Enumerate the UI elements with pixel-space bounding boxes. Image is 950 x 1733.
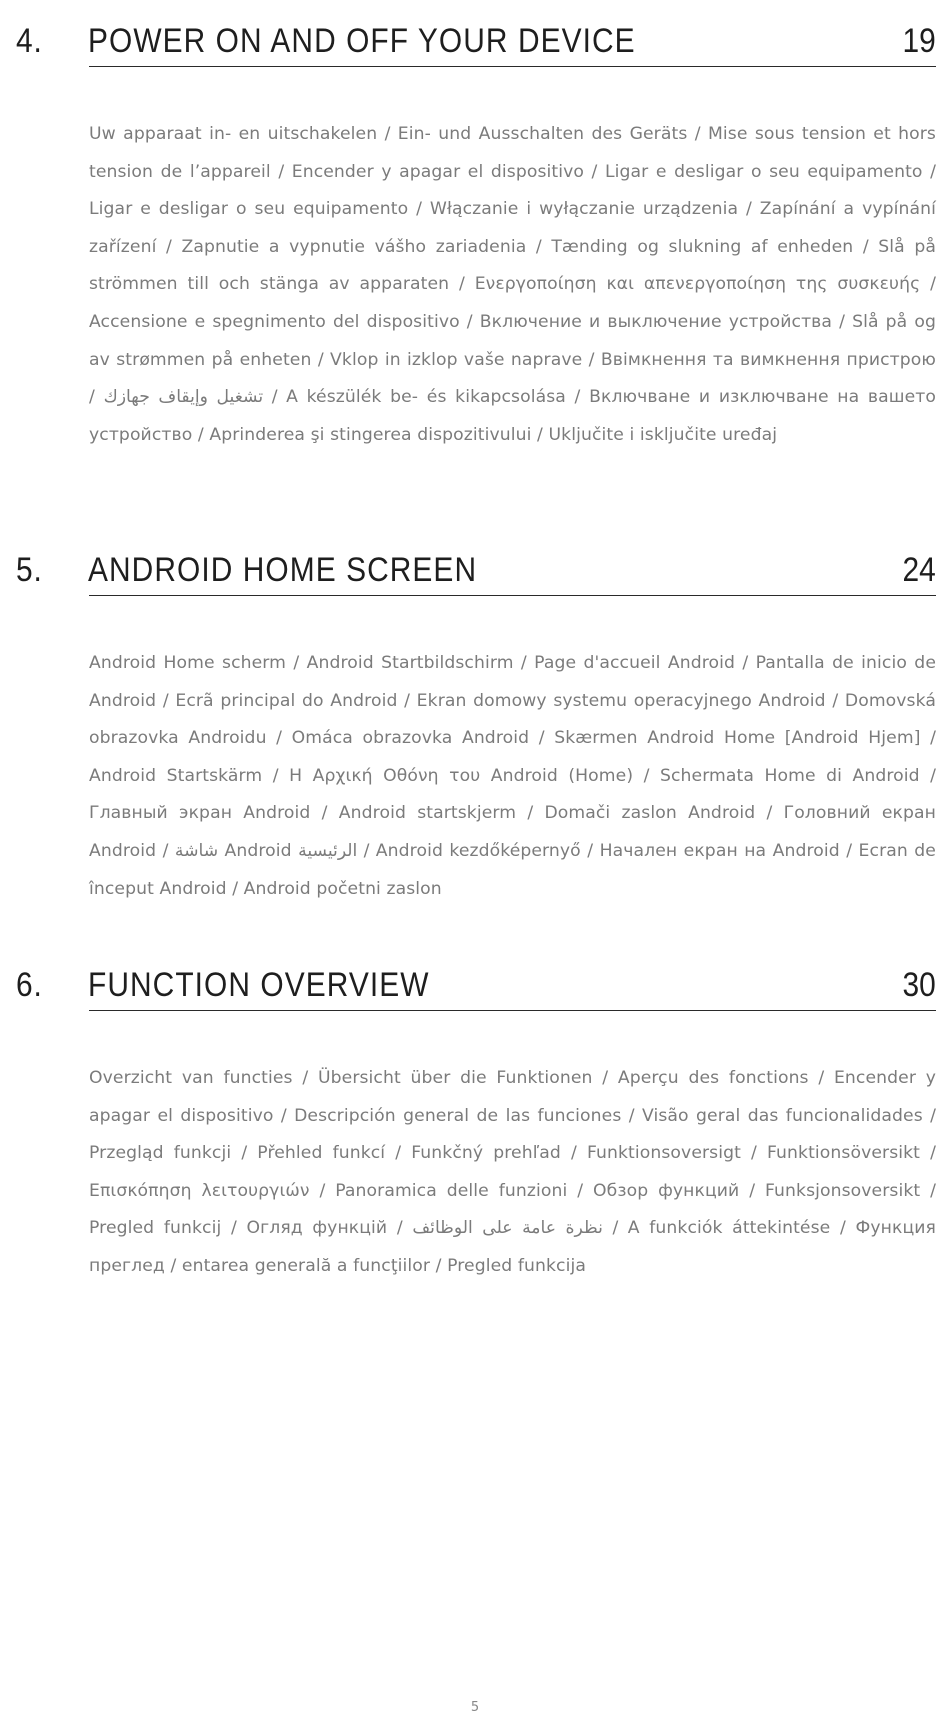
page-number: 5: [470, 1700, 480, 1715]
section-body-text: Android Home scherm / Android Startbildschirm / Page d'accueil Android / Pantalla de inicio de Android / Ecrã principal do Android / Ekran domowy systemu operacyjnego Android / Domovská obrazovka Androidu / Omáca obrazovka Android / Skærmen Android Home [Android Hjem] / Android Startskärm / Η Αρχική Οθόνη του Android (Home) / Schermata Home di Android / Главный экран Android / Android startskjerm / Domači zaslon Android / Головний екран Android / شاشة Android الرئيسية / Android kezdőképernyő / Начален екран на Android / Ecran de început Android / Android početni zaslon: [89, 653, 936, 899]
section-page-number: 24: [902, 551, 936, 589]
section-page-number: 30: [902, 966, 936, 1004]
section-divider: [89, 66, 936, 67]
section-divider: [89, 595, 936, 596]
section-title: FUNCTION OVERVIEW: [88, 966, 430, 1004]
section-title: ANDROID HOME SCREEN: [88, 551, 478, 589]
section-number: 6.: [16, 966, 43, 1004]
section-header: [0, 547, 950, 607]
section-power-on-off: [0, 18, 950, 454]
section-body-text: Uw apparaat in- en uitschakelen / Ein- und Ausschalten des Geräts / Mise sous tension et hors tension de l’appareil / Encender y apagar el dispositivo / Ligar e desligar o seu equipamento / Ligar e desligar o seu equipamento / Włączanie i wyłączanie urządzenia / Zapínání a vypínání zařízení / Zapnutie a vypnutie vášho zariadenia / Tænding og slukning af enheden / Slå på strömmen till och stänga av apparaten / Ενεργοποίηση και απενεργοποίηση της συσκευής / Accensione e spegnimento del dispositivo / Включение и выключение устройства / Slå på og av strømmen på enheten / Vklop in izklop vaše naprave / Ввімкнення та вимкнення пристрою / تشغيل وإيقاف جهازك / A készülék be- és kikapcsolása / Включване и изключване на вашето устройство / Aprinderea şi stingerea dispozitivului / Uključite i isključite uređaj: [89, 124, 936, 445]
section-page-number: 19: [902, 22, 936, 60]
section-function-overview: [0, 962, 950, 1286]
section-divider: [89, 1010, 936, 1011]
section-number: 5.: [16, 551, 43, 589]
section-header: [0, 18, 950, 78]
section-title: POWER ON AND OFF YOUR DEVICE: [88, 22, 636, 60]
section-android-home-screen: [0, 547, 950, 908]
section-number: 4.: [16, 22, 43, 60]
section-body-text: Overzicht van functies / Übersicht über die Funktionen / Aperçu des fonctions / Encender y apagar el dispositivo / Descripción general de las funciones / Visão geral das funcionalidades / Przegląd funkcji / Přehled funkcí / Funkčný prehľad / Funktionsoversigt / Funktionsöversikt / Επισκόπηση λειτουργιών / Panoramica delle funzioni / Обзор функций / Funksjonsoversikt / Pregled funkcij / Огляд функцій / نظرة عامة على الوظائف / A funkciók áttekintése / Функция преглед / entarea generală a funcţiilor / Pregled funkcija: [89, 1068, 936, 1276]
section-header: [0, 962, 950, 1022]
